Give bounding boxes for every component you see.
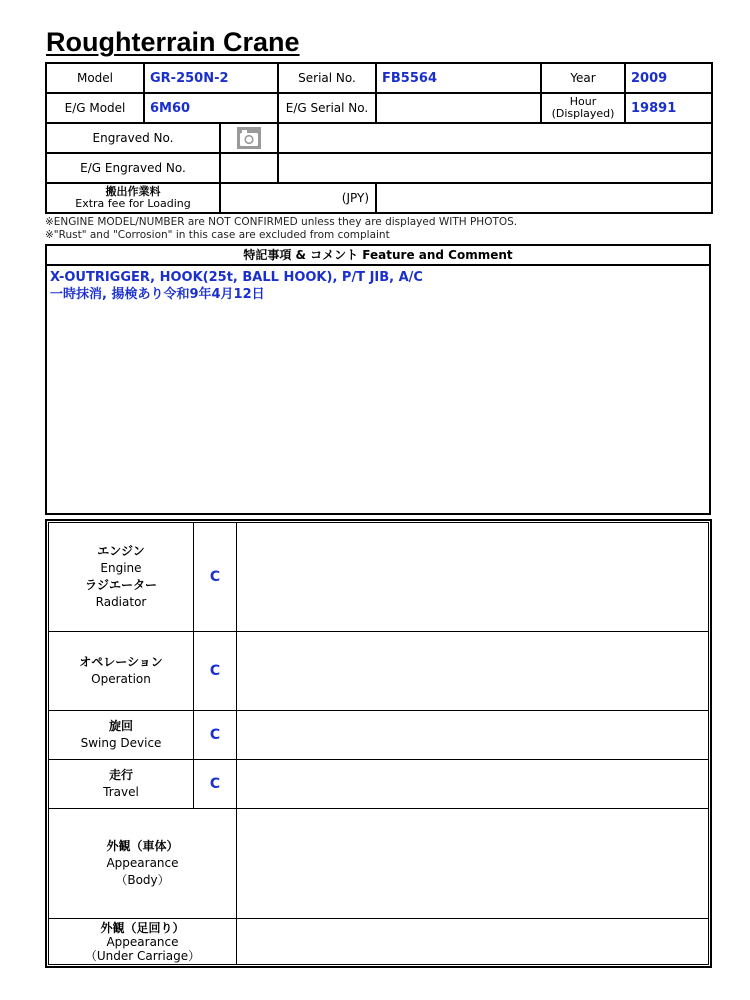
year-value: 2009 xyxy=(625,63,712,93)
engraved-value xyxy=(278,123,712,153)
category-line: （Body） xyxy=(115,873,170,887)
eg-engraved-label: E/G Engraved No. xyxy=(46,153,220,183)
year-label: Year xyxy=(541,63,625,93)
category-swing xyxy=(49,711,194,760)
category-line: 外観（車体） xyxy=(106,839,179,853)
comment-line: 一時抹消, 揚検あり令和9年4月12日 xyxy=(50,287,265,302)
inspection-table-frame xyxy=(45,519,712,968)
comment-box xyxy=(45,244,711,515)
serial-label: Serial No. xyxy=(278,63,376,93)
extra-fee-currency: (JPY) xyxy=(220,183,376,213)
category-appearance-body xyxy=(49,809,237,919)
category-line: Swing Device xyxy=(80,736,162,750)
hour-label-line2: (Displayed) xyxy=(551,107,615,120)
category-line: Engine xyxy=(100,561,142,575)
page-title: Roughterrain Crane xyxy=(46,27,300,57)
note-engine: ※ENGINE MODEL/NUMBER are NOT CONFIRMED unless they are displayed WITH PHOTOS. xyxy=(45,216,518,228)
category-line: オペレーション xyxy=(79,655,163,669)
serial-value: FB5564 xyxy=(376,63,541,93)
hour-value: 19891 xyxy=(625,93,712,123)
category-line: エンジン xyxy=(97,544,145,558)
remarks-travel xyxy=(237,760,709,809)
grade-operation: C xyxy=(194,632,237,711)
category-line: 走行 xyxy=(108,768,133,782)
inspection-row-operation xyxy=(49,632,709,711)
category-line: Appearance xyxy=(106,934,179,949)
remarks-appearance-undercarriage xyxy=(237,919,709,965)
remarks-swing xyxy=(237,711,709,760)
grade-travel: C xyxy=(194,760,237,809)
remarks-operation xyxy=(237,632,709,711)
note-rust: ※"Rust" and "Corrosion" in this case are excluded from complaint xyxy=(45,229,390,241)
remarks-engine xyxy=(237,523,709,632)
hour-label xyxy=(541,93,625,123)
extra-fee-label-en: Extra fee for Loading xyxy=(75,197,191,210)
engraved-label: Engraved No. xyxy=(46,123,220,153)
vehicle-info-table xyxy=(45,62,713,214)
model-label: Model xyxy=(46,63,144,93)
category-appearance-undercarriage xyxy=(49,919,237,965)
eg-serial-label: E/G Serial No. xyxy=(278,93,376,123)
category-line: 外観（足回り） xyxy=(100,920,185,935)
inspection-table xyxy=(48,522,709,965)
category-operation xyxy=(49,632,194,711)
extra-fee-label-jp: 搬出作業料 xyxy=(105,185,161,198)
eg-model-value: 6M60 xyxy=(144,93,278,123)
inspection-row-swing xyxy=(49,711,709,760)
category-travel xyxy=(49,760,194,809)
category-line: ラジエーター xyxy=(84,578,157,592)
category-line: 旋回 xyxy=(108,719,133,733)
eg-model-label: E/G Model xyxy=(46,93,144,123)
comment-line: X-OUTRIGGER, HOOK(25t, BALL HOOK), P/T JIB, A/C xyxy=(50,270,423,285)
comment-body xyxy=(47,266,709,306)
category-line: Travel xyxy=(103,785,139,799)
category-line: Operation xyxy=(91,672,151,686)
eg-serial-value xyxy=(376,93,541,123)
camera-icon[interactable] xyxy=(237,127,261,149)
category-engine xyxy=(49,523,194,632)
extra-fee-label xyxy=(46,183,220,213)
eg-engraved-photo-cell xyxy=(220,153,278,183)
category-line: Appearance xyxy=(106,856,179,870)
category-line: （Under Carriage） xyxy=(84,948,201,963)
inspection-row-travel xyxy=(49,760,709,809)
disclaimer-notes xyxy=(45,216,517,242)
inspection-row-engine xyxy=(49,523,709,632)
category-line: Radiator xyxy=(95,595,147,609)
hour-label-line1: Hour xyxy=(569,95,597,108)
inspection-row-appearance-body xyxy=(49,809,709,919)
comment-header: 特記事項 & コメント Feature and Comment xyxy=(47,246,709,266)
extra-fee-value xyxy=(376,183,712,213)
model-value: GR-250N-2 xyxy=(144,63,278,93)
remarks-appearance-body xyxy=(237,809,709,919)
inspection-row-appearance-undercarriage xyxy=(49,919,709,965)
grade-swing: C xyxy=(194,711,237,760)
eg-engraved-value xyxy=(278,153,712,183)
grade-engine: C xyxy=(194,523,237,632)
engraved-photo-cell[interactable] xyxy=(220,123,278,153)
